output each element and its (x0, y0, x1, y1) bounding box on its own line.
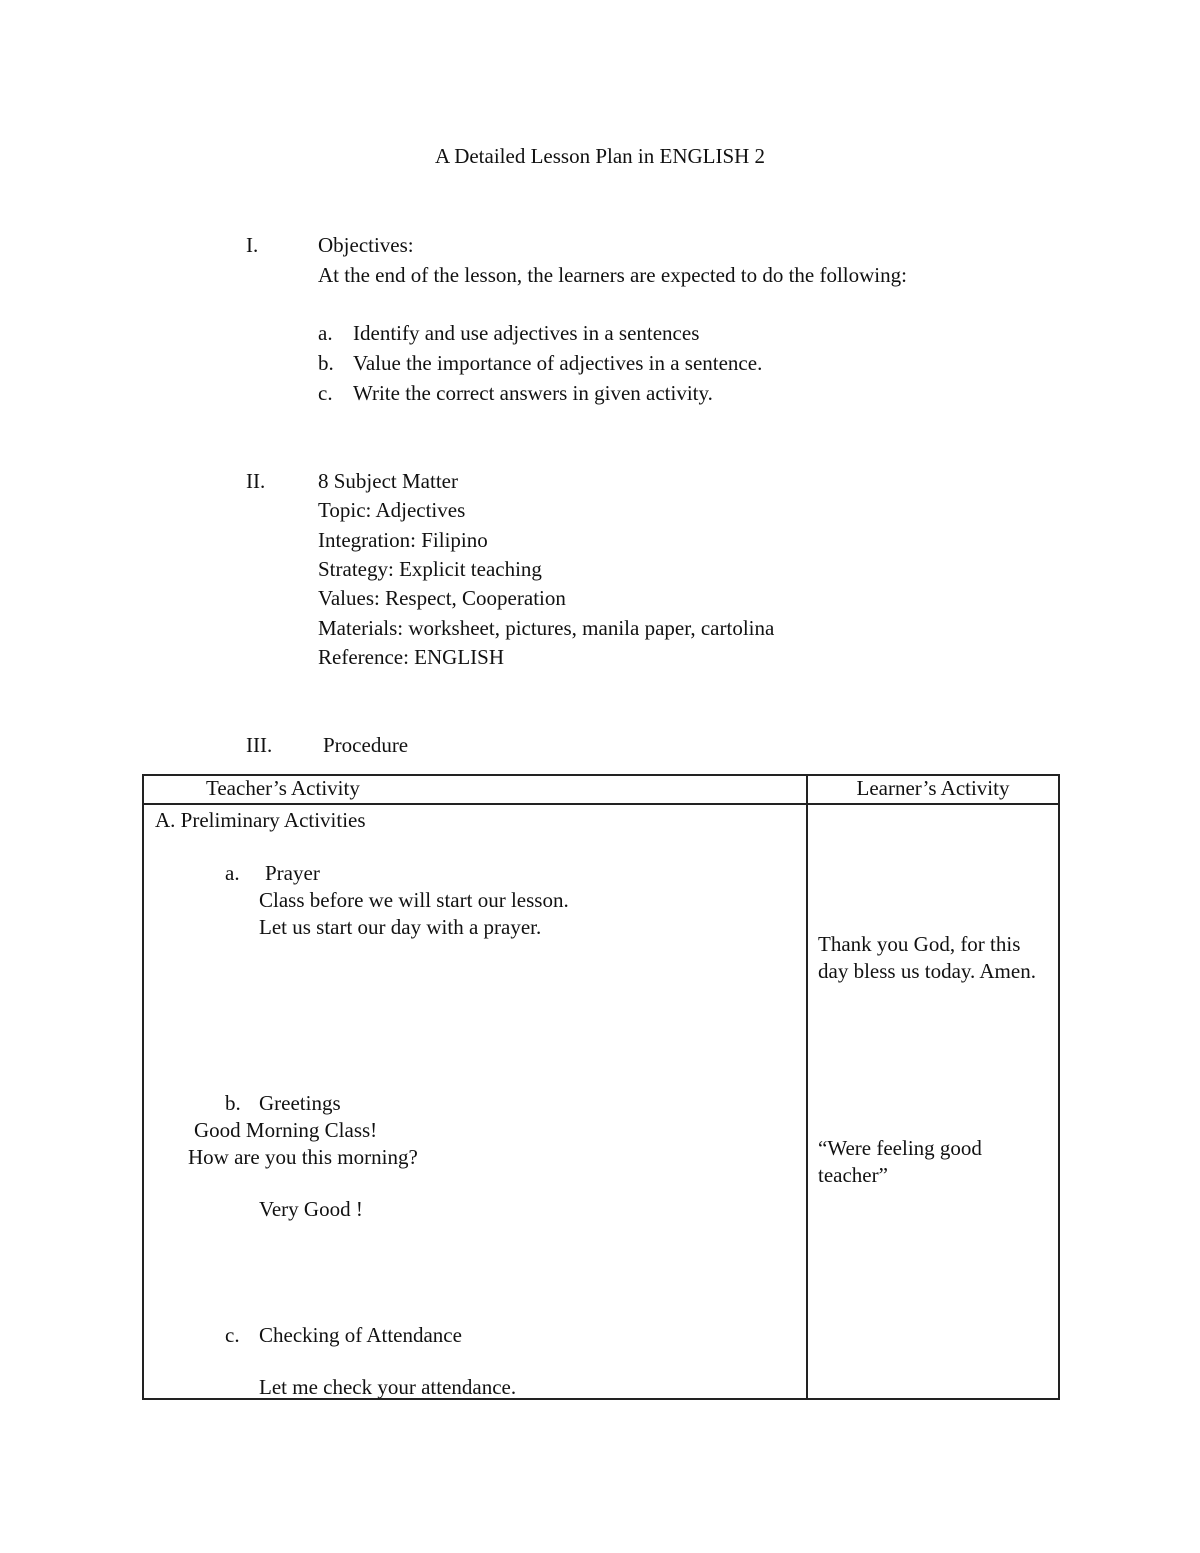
greetings-line: Good Morning Class! (194, 1118, 378, 1142)
prayer-line: Let us start our day with a prayer. (259, 915, 542, 939)
prayer-line: Class before we will start our lesson. (259, 888, 569, 912)
prayer-title: Prayer (265, 861, 320, 885)
document-title: A Detailed Lesson Plan in ENGLISH 2 (434, 144, 766, 168)
table-header-row (143, 775, 1059, 804)
objective-item: Write the correct answers in given activity. (353, 381, 713, 405)
subject-integration: Integration: Filipino (318, 528, 488, 552)
greetings-letter: b. (225, 1091, 241, 1115)
section-1-intro: At the end of the lesson, the learners are expected to do the following: (318, 263, 907, 287)
attendance-letter: c. (225, 1323, 240, 1347)
teacher-activity-header: Teacher’s Activity (143, 775, 807, 804)
prayer-response: Thank you God, for this day bless us today. Amen. (818, 932, 1036, 983)
objective-item: Value the importance of adjectives in a sentence. (353, 351, 763, 375)
learner-activity-cell (807, 804, 1059, 1399)
prayer-letter: a. (225, 861, 240, 885)
section-2-numeral: II. (246, 469, 266, 493)
subject-reference: Reference: ENGLISH (318, 645, 505, 669)
subject-topic: Topic: Adjectives (318, 498, 466, 522)
greetings-line: Very Good ! (259, 1197, 363, 1221)
preliminary-activities-heading: A. Preliminary Activities (155, 808, 366, 832)
table-row (143, 804, 1059, 1399)
subject-materials: Materials: worksheet, pictures, manila paper, cartolina (318, 616, 775, 640)
greetings-line: How are you this morning? (188, 1145, 418, 1169)
section-1-heading: Objectives: (318, 233, 414, 257)
teacher-activity-cell (143, 804, 807, 1399)
subject-values: Values: Respect, Cooperation (318, 586, 566, 610)
subject-strategy: Strategy: Explicit teaching (318, 557, 542, 581)
attendance-title: Checking of Attendance (259, 1323, 462, 1347)
section-1-numeral: I. (246, 233, 259, 257)
objective-letter: a. (318, 321, 333, 345)
subject-matter-heading: 8 Subject Matter (318, 469, 458, 493)
section-3-heading: Procedure (323, 733, 409, 757)
objective-item: Identify and use adjectives in a sentences (353, 321, 700, 345)
learner-activity-header: Learner’s Activity (807, 775, 1059, 804)
greeting-response: “Were feeling good teacher” (818, 1136, 982, 1187)
objective-letter: b. (318, 351, 334, 375)
greetings-title: Greetings (259, 1091, 341, 1115)
attendance-line: Let me check your attendance. (259, 1375, 517, 1399)
procedure-table (142, 774, 1060, 1400)
section-3-numeral: III. (246, 733, 273, 757)
objective-letter: c. (318, 381, 333, 405)
